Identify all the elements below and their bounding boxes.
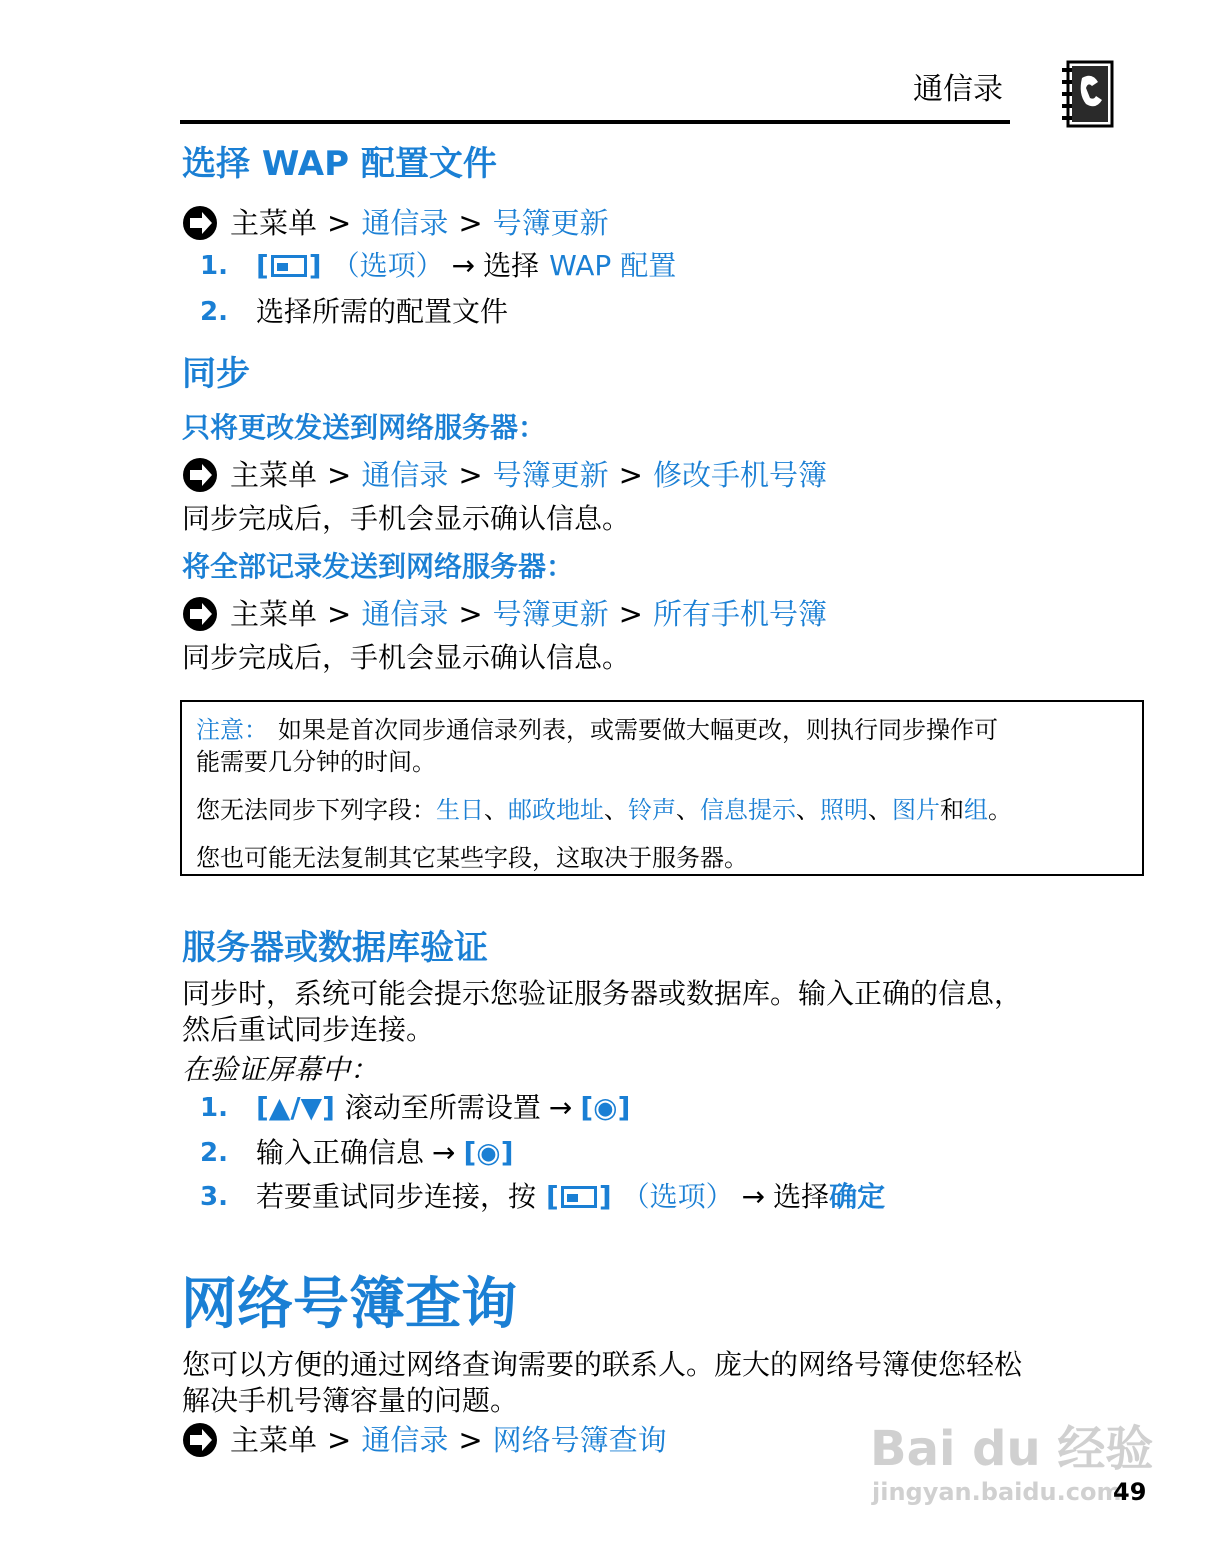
auth-screen-label: 在验证屏幕中：: [182, 1053, 379, 1086]
nav-item-update: 号簿更新: [492, 206, 609, 240]
nav-separator: >: [618, 458, 643, 492]
lookup-text-line-2: 解决手机号簿容量的问题。: [182, 1384, 519, 1417]
nav-separator: >: [327, 206, 352, 240]
navigation-arrow-icon: [182, 205, 218, 241]
nav-item-contacts: 通信录: [361, 206, 449, 240]
nav-item-lookup: 网络号簿查询: [492, 1423, 667, 1457]
address-book-icon: [1060, 58, 1116, 132]
sync-confirm-text-1: 同步完成后，手机会显示确认信息。: [182, 502, 631, 535]
note-line-2: 能需要几分钟的时间。: [196, 748, 436, 776]
nav-separator: >: [458, 1423, 483, 1457]
step-text: 选择所需的配置文件: [256, 295, 509, 328]
nav-item-contacts: 通信录: [361, 597, 449, 631]
softkey-left-icon: [ ]: [546, 1180, 612, 1213]
nav-path-lookup: [182, 1422, 667, 1458]
arrow-right-icon: →: [548, 1091, 573, 1124]
select-key-icon: [◉]: [580, 1091, 631, 1124]
nav-separator: >: [327, 597, 352, 631]
step-auth-2: [200, 1135, 514, 1171]
options-label: （选项）: [621, 1180, 734, 1213]
lookup-text-line-1: 您可以方便的通过网络查询需要的联系人。庞大的网络号簿使您轻松: [182, 1348, 1023, 1381]
field-birthday: 生日: [436, 796, 484, 824]
field-alert: 信息提示: [700, 796, 796, 824]
section-heading-sync: 同步: [182, 354, 250, 394]
options-label: （选项）: [331, 249, 444, 282]
arrow-right-icon: →: [451, 249, 476, 282]
note-label: 注意：: [196, 716, 268, 744]
nav-separator: >: [458, 206, 483, 240]
step-number: 2.: [200, 1138, 228, 1168]
nav-separator: >: [327, 458, 352, 492]
navigation-arrow-icon: [182, 457, 218, 493]
nav-main-menu: 主菜单: [230, 458, 318, 492]
nav-separator: >: [458, 597, 483, 631]
step-target: WAP 配置: [549, 249, 677, 282]
nav-path-sync-all: [182, 596, 827, 632]
field-picture: 图片: [892, 796, 940, 824]
step-wap-2: [200, 294, 508, 330]
step-text: 输入正确信息: [256, 1136, 425, 1169]
step-target: 确定: [829, 1180, 886, 1213]
step-auth-1: [200, 1090, 630, 1126]
note-line-3: 您无法同步下列字段：生日、邮政地址、铃声、信息提示、照明、图片和组。: [196, 796, 1012, 824]
sync-subheading-all: 将全部记录发送到网络服务器：: [182, 550, 575, 583]
nav-separator: >: [458, 458, 483, 492]
field-group: 组: [964, 796, 988, 824]
nav-main-menu: 主菜单: [230, 597, 318, 631]
field-ringtone: 铃声: [628, 796, 676, 824]
nav-path-sync-changes: [182, 457, 827, 493]
nav-item-modified: 修改手机号簿: [652, 458, 827, 492]
step-text: 滚动至所需设置: [344, 1091, 541, 1124]
note-box: [180, 700, 1144, 876]
sync-confirm-text-2: 同步完成后，手机会显示确认信息。: [182, 641, 631, 674]
auth-text-line-2: 然后重试同步连接。: [182, 1013, 435, 1046]
softkey-left-icon: [ ]: [256, 249, 322, 282]
field-address: 邮政地址: [508, 796, 604, 824]
step-auth-3: [200, 1179, 885, 1215]
auth-text-line-1: 同步时，系统可能会提示您验证服务器或数据库。输入正确的信息，: [182, 977, 1023, 1010]
note-line-4: 您也可能无法复制其它某些字段，这取决于服务器。: [196, 844, 748, 872]
nav-separator: >: [327, 1423, 352, 1457]
field-light: 照明: [820, 796, 868, 824]
note-line-1: 注意： 如果是首次同步通信录列表，或需要做大幅更改，则执行同步操作可: [196, 716, 998, 744]
nav-main-menu: 主菜单: [230, 206, 318, 240]
step-wap-1: [200, 248, 676, 284]
section-title-lookup: 网络号簿查询: [181, 1272, 517, 1337]
nav-item-update: 号簿更新: [492, 597, 609, 631]
nav-item-contacts: 通信录: [361, 1423, 449, 1457]
section-heading-auth: 服务器或数据库验证: [182, 928, 488, 968]
nav-main-menu: 主菜单: [230, 1423, 318, 1457]
step-text: 若要重试同步连接，按: [256, 1180, 537, 1213]
navigation-arrow-icon: [182, 596, 218, 632]
step-text: 选择: [773, 1180, 830, 1213]
section-heading-wap: 选择 WAP 配置文件: [182, 144, 497, 184]
step-number: 3.: [200, 1182, 228, 1212]
step-number: 1.: [200, 1093, 228, 1123]
navigation-arrow-icon: [182, 1422, 218, 1458]
arrow-right-icon: →: [432, 1136, 456, 1169]
select-key-icon: [◉]: [463, 1136, 514, 1169]
nav-item-update: 号簿更新: [492, 458, 609, 492]
step-number: 2.: [200, 297, 228, 327]
scroll-key-icon: [▲/▼]: [256, 1091, 335, 1124]
watermark-url: jingyan.baidu.com: [872, 1478, 1122, 1506]
nav-path-wap: [182, 205, 609, 241]
step-text: 选择: [483, 249, 540, 282]
chapter-title: 通信录: [913, 72, 1003, 107]
arrow-right-icon: →: [741, 1180, 766, 1213]
step-number: 1.: [200, 251, 228, 281]
header-divider: [180, 120, 1010, 124]
nav-separator: >: [618, 597, 643, 631]
nav-item-contacts: 通信录: [361, 458, 449, 492]
page-number: 49: [1113, 1478, 1147, 1506]
nav-item-all: 所有手机号簿: [652, 597, 827, 631]
sync-subheading-changes: 只将更改发送到网络服务器：: [182, 411, 547, 444]
watermark-brand: Bai du 经验: [870, 1421, 1154, 1477]
